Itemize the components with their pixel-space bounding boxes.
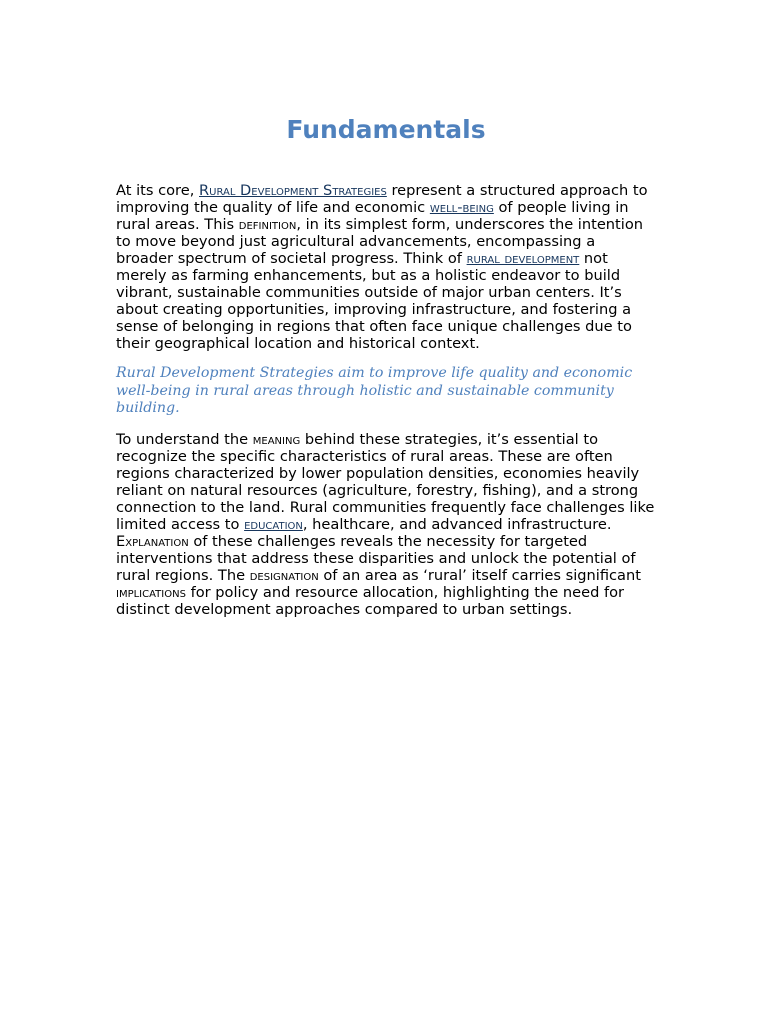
- characteristics-paragraph: [116, 431, 656, 533]
- rural-development-link[interactable]: rural development: [466, 250, 580, 267]
- intro-paragraph: [116, 182, 656, 352]
- text-run: not merely as farming enhancements, but as a holistic endeavor to build vibrant, sustainable communities outside of major urban centers. It’s about creating opportunities, improving infrastructure, and fostering a sense of belonging in regions that often face unique challenges due to their geographical location and historical context.: [116, 250, 632, 352]
- rural-development-strategies-link[interactable]: Rural Development Strategies: [199, 182, 387, 199]
- text-run: of these challenges reveals the necessity for targeted interventions that address these disparities and unlock the potential of rural regions. The: [116, 532, 636, 584]
- text-run: behind these strategies, it’s essential to recognize the specific characteristics of rural areas. These are often regions characterized by lower population densities, economies heavily reliant on natural resources (agriculture, forestry, fishing), and a strong connection to the land. Rural communities frequently face challenges like limited access to: [116, 430, 655, 533]
- education-link[interactable]: education: [244, 515, 303, 533]
- designation-term: designation: [249, 566, 319, 584]
- text-run: for policy and resource allocation, highlighting the need for distinct development approaches compared to urban settings.: [116, 583, 625, 618]
- text-run: represent a structured approach to improving the quality of life and economic: [116, 182, 648, 216]
- definition-term: definition: [238, 216, 297, 233]
- meaning-term: meaning: [252, 430, 301, 448]
- text-run: of an area as ‘rural’ itself carries significant: [318, 566, 641, 584]
- implications-term: implications: [116, 583, 186, 601]
- document-page: [116, 108, 656, 618]
- explanation-term: Explanation: [116, 532, 189, 550]
- text-run: , in its simplest form, underscores the intention to move beyond just agricultural advancements, encompassing a broader spectrum of societal progress. Think of: [116, 216, 644, 267]
- text-run: To understand the: [116, 430, 253, 448]
- page-title: Fundamentals: [286, 115, 486, 144]
- text-run: of people living in rural areas. This: [116, 199, 629, 233]
- text-run: At its core,: [116, 182, 199, 199]
- well-being-link[interactable]: well-being: [429, 199, 494, 216]
- text-run: , healthcare, and advanced infrastructure.: [302, 515, 612, 533]
- explanation-paragraph: [116, 533, 656, 618]
- pull-quote: Rural Development Strategies aim to improve life quality and economic well-being in rural areas through holistic and sustainable community building.: [116, 365, 633, 416]
